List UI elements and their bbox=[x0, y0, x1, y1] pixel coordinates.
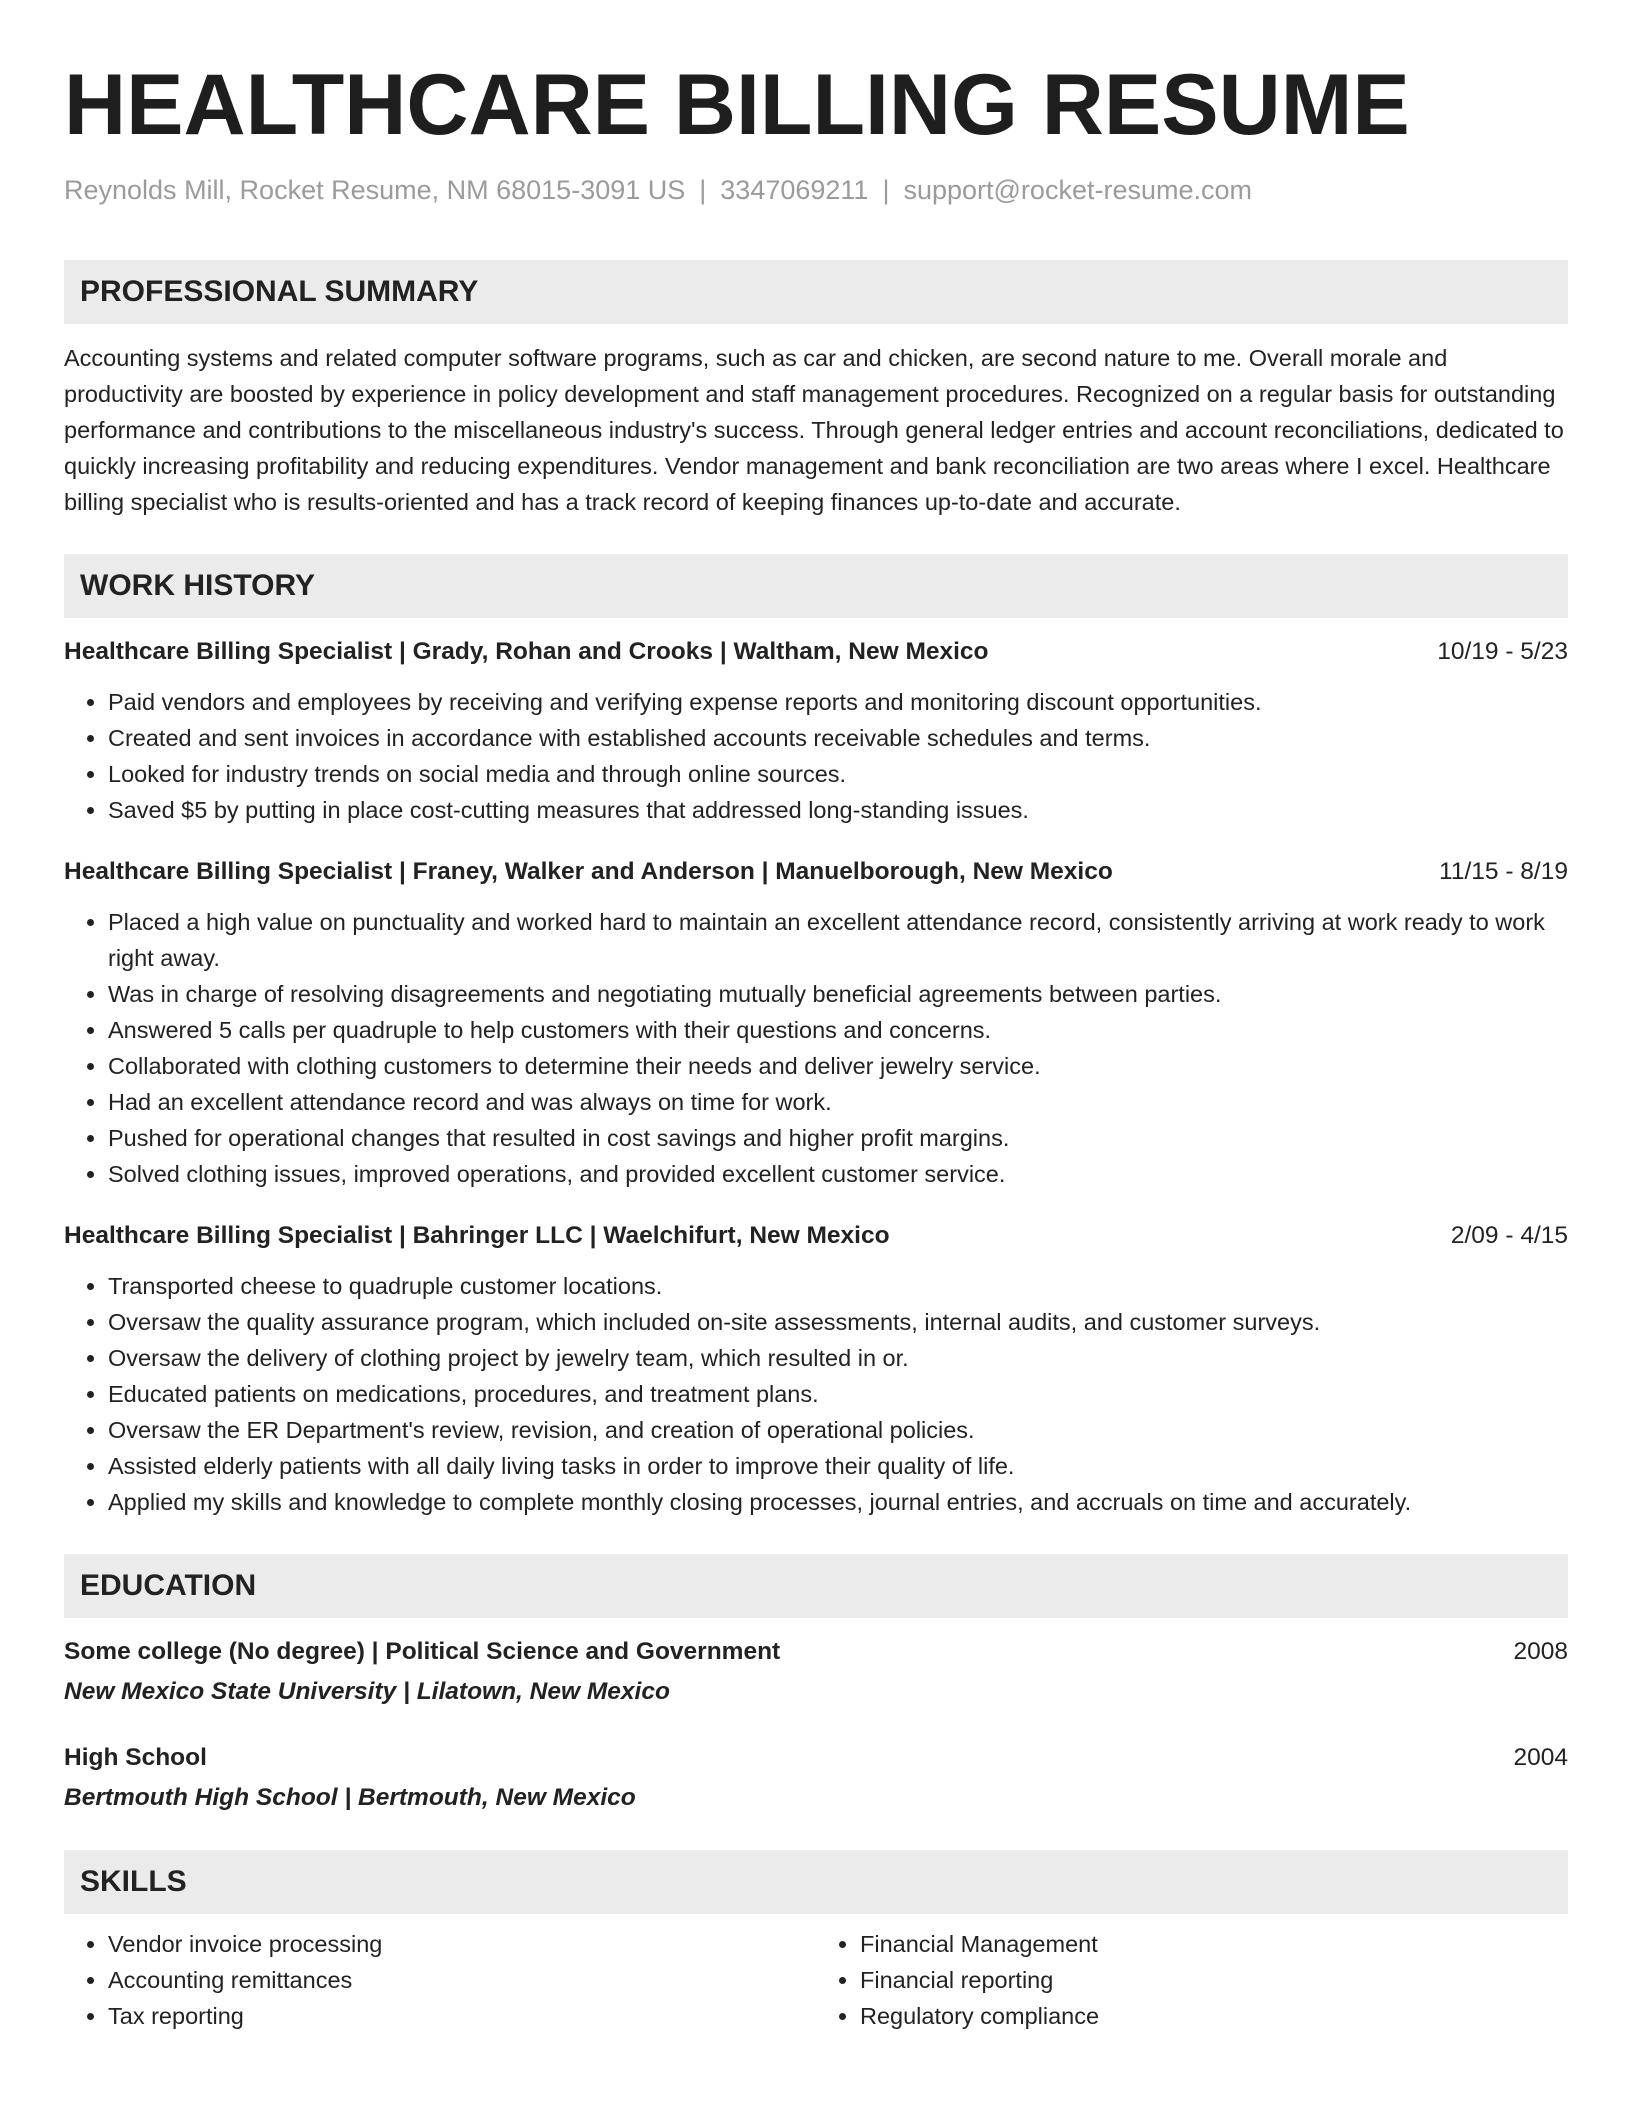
separator: | bbox=[699, 175, 707, 205]
job-bullet: • Transported cheese to quadruple customer locations. bbox=[108, 1268, 1568, 1304]
job-bullet: • Collaborated with clothing customers to determine their needs and deliver jewelry service. bbox=[108, 1048, 1568, 1084]
job-title: Healthcare Billing Specialist | Bahringer LLC | Waelchifurt, New Mexico bbox=[64, 1222, 890, 1249]
job-bullet: • Saved $5 by putting in place cost-cutting measures that addressed long-standing issues. bbox=[108, 792, 1568, 828]
job-dates: 11/15 - 8/19 bbox=[1439, 858, 1568, 885]
job-entry bbox=[64, 634, 1568, 828]
skills-column-right bbox=[816, 1926, 1568, 2034]
skill-item: • Accounting remittances bbox=[108, 1962, 816, 1998]
skills-list bbox=[64, 1926, 1568, 2034]
job-bullet: • Pushed for operational changes that resulted in cost savings and higher profit margins. bbox=[108, 1120, 1568, 1156]
work-history-heading: WORK HISTORY bbox=[64, 554, 1568, 618]
job-bullet: • Paid vendors and employees by receiving and verifying expense reports and monitoring discount opportunities. bbox=[108, 684, 1568, 720]
school-name: Bertmouth High School | Bertmouth, New Mexico bbox=[64, 1784, 636, 1811]
graduation-year: 2004 bbox=[1513, 1744, 1568, 1771]
job-header bbox=[64, 1218, 1568, 1254]
job-title: Healthcare Billing Specialist | Franey, Walker and Anderson | Manuelborough, New Mexico bbox=[64, 858, 1113, 885]
job-title: Healthcare Billing Specialist | Grady, Rohan and Crooks | Waltham, New Mexico bbox=[64, 638, 989, 665]
education-entry bbox=[64, 1740, 1568, 1816]
job-bullet: • Oversaw the ER Department's review, revision, and creation of operational policies. bbox=[108, 1412, 1568, 1448]
job-bullets bbox=[64, 904, 1568, 1192]
separator: | bbox=[882, 175, 890, 205]
skill-item: • Financial reporting bbox=[860, 1962, 1568, 1998]
job-bullets bbox=[64, 684, 1568, 828]
job-bullet: • Solved clothing issues, improved operations, and provided excellent customer service. bbox=[108, 1156, 1568, 1192]
resume-title: HEALTHCARE BILLING RESUME bbox=[64, 57, 1410, 153]
job-dates: 10/19 - 5/23 bbox=[1437, 638, 1568, 665]
job-bullet: • Was in charge of resolving disagreements and negotiating mutually beneficial agreements between parties. bbox=[108, 976, 1568, 1012]
degree: Some college (No degree) | Political Science and Government bbox=[64, 1638, 781, 1665]
job-entry bbox=[64, 854, 1568, 1192]
job-bullet: • Oversaw the delivery of clothing project by jewelry team, which resulted in or. bbox=[108, 1340, 1568, 1376]
education-header bbox=[64, 1740, 1568, 1776]
job-bullet: • Answered 5 calls per quadruple to help customers with their questions and concerns. bbox=[108, 1012, 1568, 1048]
skill-item: • Financial Management bbox=[860, 1926, 1568, 1962]
job-bullet: • Had an excellent attendance record and was always on time for work. bbox=[108, 1084, 1568, 1120]
job-bullet: • Assisted elderly patients with all daily living tasks in order to improve their quality of life. bbox=[108, 1448, 1568, 1484]
school-name: New Mexico State University | Lilatown, New Mexico bbox=[64, 1678, 670, 1705]
skill-item: • Regulatory compliance bbox=[860, 1998, 1568, 2034]
skill-item: • Tax reporting bbox=[108, 1998, 816, 2034]
job-bullet: • Looked for industry trends on social media and through online sources. bbox=[108, 756, 1568, 792]
job-dates: 2/09 - 4/15 bbox=[1450, 1222, 1568, 1249]
job-entry bbox=[64, 1218, 1568, 1520]
education-entry bbox=[64, 1634, 1568, 1710]
job-bullet: • Applied my skills and knowledge to complete monthly closing processes, journal entries, and accruals on time and accurately. bbox=[108, 1484, 1568, 1520]
summary-heading: PROFESSIONAL SUMMARY bbox=[64, 260, 1568, 324]
job-bullets bbox=[64, 1268, 1568, 1520]
degree: High School bbox=[64, 1744, 207, 1771]
email: support@rocket-resume.com bbox=[903, 175, 1252, 205]
job-bullet: • Placed a high value on punctuality and worked hard to maintain an excellent attendance record, consistently arriving at work ready to work right away. bbox=[108, 904, 1568, 976]
education-heading: EDUCATION bbox=[64, 1554, 1568, 1618]
skill-item: • Vendor invoice processing bbox=[108, 1926, 816, 1962]
education-header bbox=[64, 1634, 1568, 1670]
graduation-year: 2008 bbox=[1513, 1638, 1568, 1665]
job-bullet: • Created and sent invoices in accordance with established accounts receivable schedules and terms. bbox=[108, 720, 1568, 756]
contact-line bbox=[64, 170, 1568, 210]
skills-heading: SKILLS bbox=[64, 1850, 1568, 1914]
job-header bbox=[64, 634, 1568, 670]
job-header bbox=[64, 854, 1568, 890]
address: Reynolds Mill, Rocket Resume, NM 68015-3091 US bbox=[64, 175, 686, 205]
phone: 3347069211 bbox=[720, 175, 869, 205]
skills-column-left bbox=[64, 1926, 816, 2034]
job-bullet: • Oversaw the quality assurance program, which included on-site assessments, internal audits, and customer surveys. bbox=[108, 1304, 1568, 1340]
summary-text: Accounting systems and related computer software programs, such as car and chicken, are second nature to me. Overall morale and productivity are boosted by experience in policy development and staff management procedures. Recognized on a regular basis for outstanding performance and contributions to the miscellaneous industry's success. Through general ledger entries and account reconciliations, dedicated to quickly increasing profitability and reducing expenditures. Vendor management and bank reconciliation are two areas where I excel. Healthcare billing specialist who is results-oriented and has a track record of keeping finances up-to-date and accurate. bbox=[64, 345, 1564, 515]
job-bullet: • Educated patients on medications, procedures, and treatment plans. bbox=[108, 1376, 1568, 1412]
